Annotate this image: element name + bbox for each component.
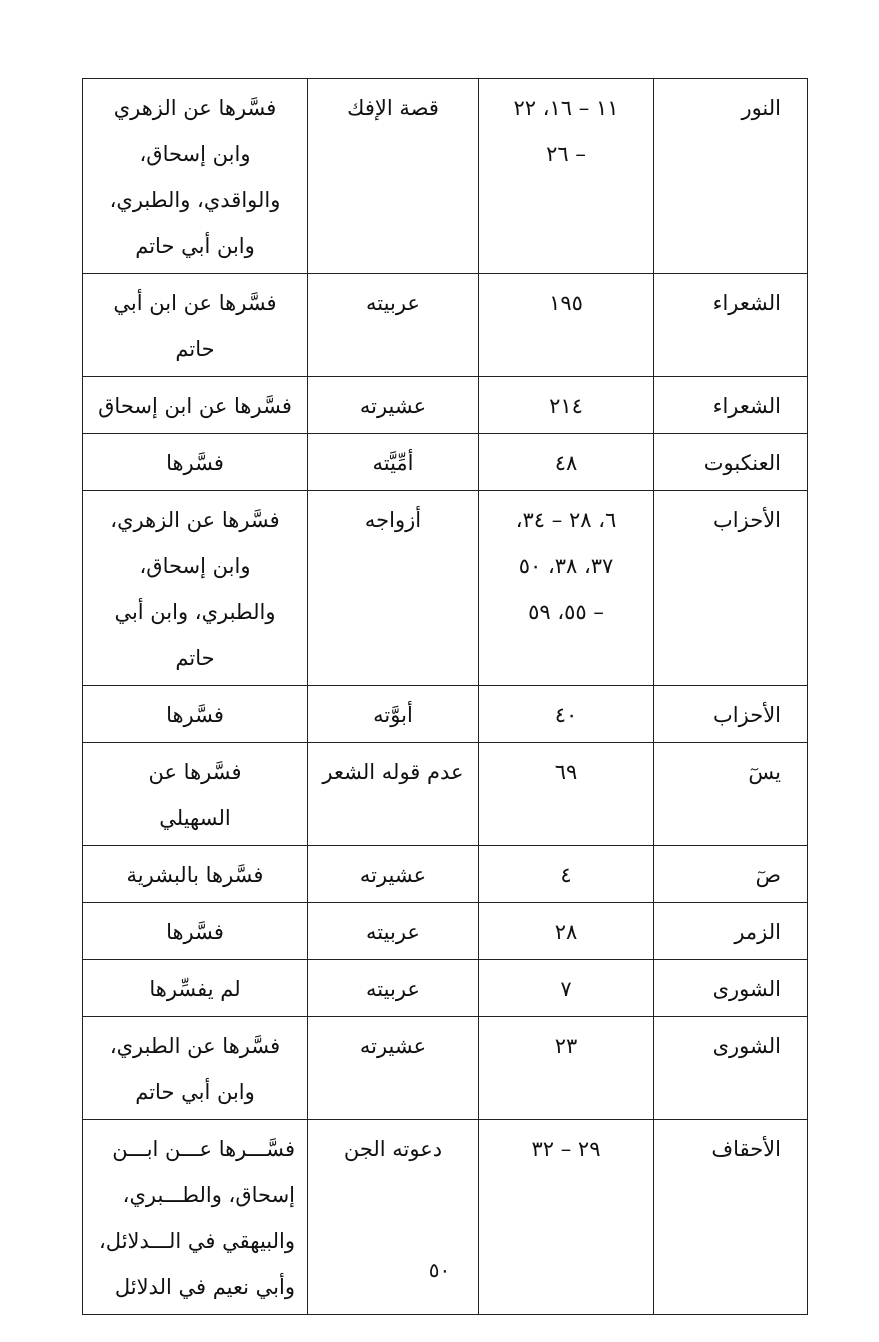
verse-cell xyxy=(479,743,654,846)
verse-cell-line: ٢٣ xyxy=(554,1034,578,1058)
verse-cell-line: – ٥٥، ٥٩ xyxy=(528,600,604,624)
verse-cell-line: – ٢٦ xyxy=(546,142,586,166)
note-cell-line: فسَّـــرها عـــن ابـــن xyxy=(112,1137,295,1161)
verse-cell-line: ٧ xyxy=(560,977,572,1001)
surah-cell: الأحزاب xyxy=(654,491,808,686)
note-cell-line: فسَّرها xyxy=(166,451,224,475)
surah-cell: الشورى xyxy=(654,960,808,1017)
surah-cell: الشعراء xyxy=(654,274,808,377)
verse-cell xyxy=(479,377,654,434)
surah-cell: الزمر xyxy=(654,903,808,960)
table-row xyxy=(83,1120,808,1315)
surah-cell: الأحزاب xyxy=(654,686,808,743)
note-cell-line: والبيهقي في الـــدلائل، xyxy=(99,1229,295,1253)
verse-cell-line: ٤ xyxy=(560,863,572,887)
surah-cell: النور xyxy=(654,79,808,274)
note-cell-line: فسَّرها عن الطبري، xyxy=(109,1034,281,1058)
verse-cell-line: ٤٠ xyxy=(554,703,578,727)
note-cell xyxy=(83,377,308,434)
table-row xyxy=(83,491,808,686)
note-cell-line: والطبري، وابن أبي xyxy=(114,600,276,624)
note-cell-line: وابن أبي حاتم xyxy=(135,234,255,258)
note-cell xyxy=(83,903,308,960)
table-row xyxy=(83,846,808,903)
verse-cell-line: ٢٩ – ٣٢ xyxy=(531,1137,601,1161)
topic-cell: أمِّيَّته xyxy=(308,434,479,491)
verse-cell xyxy=(479,434,654,491)
verse-cell xyxy=(479,846,654,903)
surah-cell: صٓ xyxy=(654,846,808,903)
table-row xyxy=(83,903,808,960)
note-cell xyxy=(83,1120,308,1315)
topic-cell: عربيته xyxy=(308,274,479,377)
note-cell xyxy=(83,274,308,377)
note-cell-line: فسَّرها عن الزهري، xyxy=(110,508,280,532)
verse-cell xyxy=(479,79,654,274)
note-cell-line: فسَّرها عن xyxy=(148,760,242,784)
note-cell xyxy=(83,846,308,903)
note-cell-line: حاتم xyxy=(175,646,215,670)
note-cell xyxy=(83,491,308,686)
note-cell xyxy=(83,743,308,846)
verse-cell xyxy=(479,686,654,743)
verse-cell-line: ١٩٥ xyxy=(549,291,583,315)
note-cell xyxy=(83,79,308,274)
verse-cell-line: ٢٨ xyxy=(554,920,578,944)
table-row xyxy=(83,377,808,434)
verse-cell-line: ٣٧، ٣٨، ٥٠ xyxy=(518,554,614,578)
table-row xyxy=(83,960,808,1017)
topic-cell: قصة الإفك xyxy=(308,79,479,274)
topic-cell: عربيته xyxy=(308,903,479,960)
note-cell xyxy=(83,686,308,743)
verse-cell-line: ٤٨ xyxy=(554,451,578,475)
surah-cell: يسٓ xyxy=(654,743,808,846)
note-cell-line: وأبي نعيم في الدلائل xyxy=(114,1275,295,1299)
note-cell-line: فسَّرها عن ابن إسحاق xyxy=(98,394,292,418)
topic-cell: عدم قوله الشعر xyxy=(308,743,479,846)
table-row xyxy=(83,434,808,491)
note-cell-line: فسَّرها بالبشرية xyxy=(126,863,264,887)
verse-cell-line: ٦٩ xyxy=(554,760,578,784)
verse-cell xyxy=(479,491,654,686)
surah-cell: العنكبوت xyxy=(654,434,808,491)
verse-cell xyxy=(479,1120,654,1315)
surah-cell: الأحقاف xyxy=(654,1120,808,1315)
verse-cell-line: ٦، ٢٨ – ٣٤، xyxy=(515,508,617,532)
note-cell xyxy=(83,1017,308,1120)
note-cell xyxy=(83,960,308,1017)
table-row xyxy=(83,686,808,743)
note-cell-line: وابن أبي حاتم xyxy=(135,1080,255,1104)
reference-table xyxy=(82,78,808,1315)
table-row xyxy=(83,743,808,846)
topic-cell: عشيرته xyxy=(308,846,479,903)
note-cell-line: فسَّرها xyxy=(166,703,224,727)
note-cell-line: السهيلي xyxy=(159,806,231,830)
topic-cell: أبوَّته xyxy=(308,686,479,743)
table-row xyxy=(83,1017,808,1120)
verse-cell-line: ١١ – ١٦، ٢٢ xyxy=(513,96,619,120)
table-row xyxy=(83,79,808,274)
verse-cell xyxy=(479,903,654,960)
note-cell-line: فسَّرها xyxy=(166,920,224,944)
topic-cell: أزواجه xyxy=(308,491,479,686)
verse-cell xyxy=(479,274,654,377)
topic-cell: عشيرته xyxy=(308,377,479,434)
table-row xyxy=(83,274,808,377)
topic-cell: عشيرته xyxy=(308,1017,479,1120)
note-cell xyxy=(83,434,308,491)
note-cell-line: إسحاق، والطـــبري، xyxy=(122,1183,295,1207)
note-cell-line: وابن إسحاق، xyxy=(139,554,251,578)
surah-cell: الشورى xyxy=(654,1017,808,1120)
note-cell-line: لم يفسِّرها xyxy=(149,977,241,1001)
page-number: ٥٠ xyxy=(428,1258,451,1282)
verse-cell xyxy=(479,960,654,1017)
note-cell-line: فسَّرها عن الزهري xyxy=(113,96,277,120)
note-cell-line: والواقدي، والطبري، xyxy=(109,188,281,212)
table-body xyxy=(83,79,808,1315)
note-cell-line: وابن إسحاق، xyxy=(139,142,251,166)
verse-cell xyxy=(479,1017,654,1120)
topic-cell: عربيته xyxy=(308,960,479,1017)
topic-cell: دعوته الجن xyxy=(308,1120,479,1315)
verse-cell-line: ٢١٤ xyxy=(549,394,583,418)
note-cell-line: فسَّرها عن ابن أبي حاتم xyxy=(113,291,277,361)
surah-cell: الشعراء xyxy=(654,377,808,434)
